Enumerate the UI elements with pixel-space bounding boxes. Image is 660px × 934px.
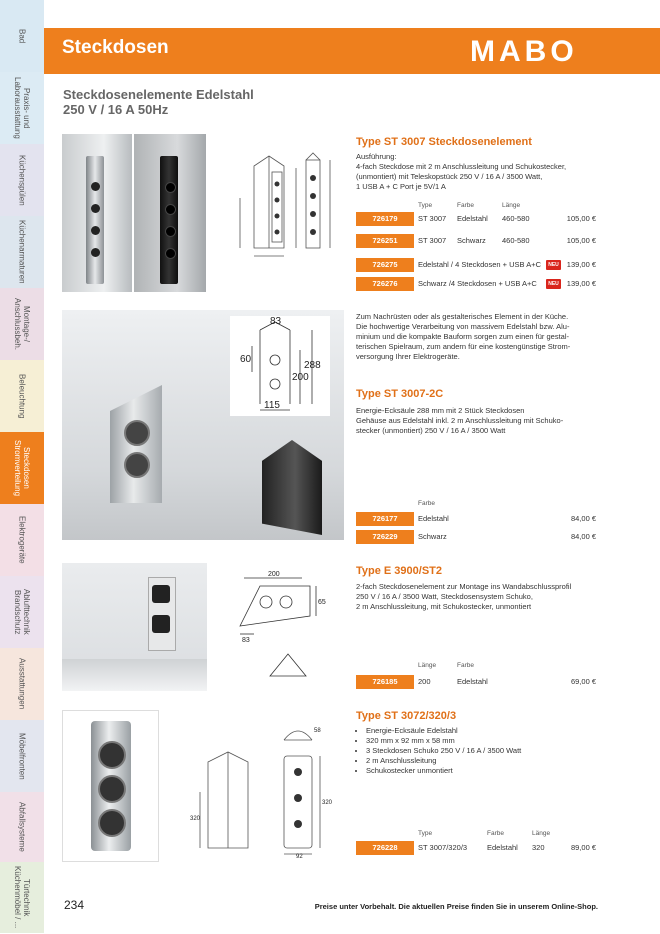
table-row: 726229 Schwarz 84,00 € (356, 530, 598, 544)
article-number[interactable]: 726185 (356, 675, 414, 689)
product-desc-e3900: 2-fach Steckdosenelement zur Montage ins Wandabschlussprofil 250 V / 16 A / 3500 Watt, Steckdosensystem Schuko, 2 m Anschlussleitung, mit Schukostecker, unmontiert (356, 582, 572, 611)
article-number[interactable]: 726229 (356, 530, 414, 544)
article-number[interactable]: 726251 (356, 234, 414, 248)
product-photo-st3007-steel (62, 134, 132, 292)
sidebar-tab-tuertechnik[interactable]: Türtechnik Küchenmöbel / ... (0, 862, 44, 934)
new-badge: NEU (546, 279, 561, 289)
price: 105,00 € (566, 236, 596, 245)
sidebar-tab-praxis[interactable]: Praxis- und Laborausstattung (0, 72, 44, 145)
article-number[interactable]: 726179 (356, 212, 414, 226)
svg-text:92: 92 (296, 854, 303, 858)
sidebar-tab-ablufttechnik[interactable]: Ablufttechnik Brandschutz (0, 576, 44, 649)
technical-drawing-st3007-2c (230, 316, 330, 416)
technical-drawing-e3900 (230, 566, 342, 686)
col-header-farbe: Farbe (418, 500, 435, 507)
price: 139,00 € (566, 260, 596, 269)
price-note: Preise unter Vorbehalt. Die aktuellen Preise finden Sie in unserem Online-Shop. (314, 902, 598, 911)
table-row: 726185 200 Edelstahl 69,00 € (356, 675, 598, 689)
product-photo-st3072 (62, 710, 159, 862)
new-badge: NEU (546, 260, 561, 270)
product-desc-st3007-2c: Energie-Ecksäule 288 mm mit 2 Stück Steckdosen Gehäuse aus Edelstahl inkl. 2 m Anschlussleitung mit Schuko- stecker (unmontiert) 250 V / 16 A / 3500 Watt (356, 406, 564, 435)
table-row: 726179 ST 3007 Edelstahl 460-580 105,00 € (356, 212, 598, 226)
svg-text:288: 288 (304, 360, 321, 371)
price: 69,00 € (570, 677, 596, 686)
col-header-farbe: Farbe (487, 830, 504, 837)
article-number[interactable]: 726275 (356, 258, 414, 272)
table-row: 726275 Edelstahl / 4 Steckdosen + USB A+C NEU 139,00 € (356, 258, 598, 272)
page-title: Steckdosen (62, 37, 169, 58)
sidebar-tab-abfallsysteme[interactable]: Abfallsysteme (0, 792, 44, 863)
svg-text:320: 320 (322, 800, 333, 806)
logo-text: MABO (470, 35, 578, 68)
sidebar-tab-elektrogeraete[interactable]: Elektrogeräte (0, 504, 44, 577)
col-header-type: Type (418, 830, 433, 837)
col-header-laenge: Länge (532, 830, 551, 837)
sidebar-tab-ausstattungen[interactable]: Ausstattungen (0, 648, 44, 721)
svg-text:200: 200 (268, 571, 280, 578)
table-row: 726228 ST 3007/320/3 Edelstahl 320 89,00 € (356, 841, 598, 855)
col-header-farbe: Farbe (457, 662, 474, 669)
sidebar-tab-moebelfronten[interactable]: Möbelfronten (0, 720, 44, 793)
sidebar-tab-kuechenarmaturen[interactable]: Küchenarmaturen (0, 216, 44, 289)
article-number[interactable]: 726276 (356, 277, 414, 291)
table-row: 726276 Schwarz /4 Steckdosen + USB A+C NEU 139,00 € (356, 277, 598, 291)
product-photo-e3900 (62, 563, 207, 691)
sidebar-tab-montage[interactable]: Montage-/ Anschlussbeh. (0, 288, 44, 361)
product-title-e3900: Type E 3900/ST2 (356, 565, 443, 577)
product-title-st3007: Type ST 3007 Steckdosenelement (356, 136, 532, 148)
sidebar-tab-bad[interactable]: Bad (0, 0, 44, 73)
category-sidebar (0, 0, 44, 933)
technical-drawing-st3007 (214, 148, 346, 268)
svg-text:83: 83 (242, 637, 250, 644)
sidebar-tab-kuechenspuelen[interactable]: Küchenspülen (0, 144, 44, 217)
sidebar-tab-steckdosen[interactable]: Steckdosen Stromverteilung (0, 432, 44, 505)
article-number[interactable]: 726228 (356, 841, 414, 855)
price: 139,00 € (566, 279, 596, 288)
mabo-logo (470, 34, 600, 68)
svg-text:83: 83 (270, 316, 282, 327)
price: 84,00 € (570, 532, 596, 541)
product-title-st3072: Type ST 3072/320/3 (356, 710, 457, 722)
svg-text:115: 115 (264, 400, 280, 411)
col-header-farbe: Farbe (457, 202, 474, 209)
price: 84,00 € (570, 514, 596, 523)
col-header-type: Type (418, 202, 433, 209)
svg-text:320: 320 (190, 816, 201, 822)
svg-text:60: 60 (240, 354, 252, 365)
section-heading: Steckdosenelemente Edelstahl 250 V / 16 A 50Hz (63, 87, 254, 117)
product-features-st3072: • Energie-Ecksäule Edelstahl • 320 mm x 92 mm x 58 mm • 3 Steckdosen Schuko 250 V / 16 A / 3500 Watt • 2 m Anschlussleitung • Schukostecker unmontiert (356, 726, 521, 776)
svg-text:58: 58 (314, 728, 321, 734)
price: 105,00 € (566, 214, 596, 223)
product-desc-st3007: Ausführung: 4-fach Steckdose mit 2 m Anschlussleitung und Schukostecker, (unmontiert) mit Teleskopstück 250 V / 16 A / 3500 Watt, 1 USB A + C Port je 5V/1 A (356, 152, 567, 191)
svg-text:200: 200 (292, 372, 309, 383)
product-intro-st3007-2c: Zum Nachrüsten oder als gestalterisches Element in der Küche. Die hochwertige Verarbeitung von massivem Edelstahl bzw. Alu- minium und die kompakte Bauform sorgen zum einen für gestal- terischen Spielraum, zum andern für eine kostengünstige Strom- versorgung Ihrer Elektrogeräte. (356, 312, 571, 361)
col-header-laenge: Länge (502, 202, 521, 209)
price: 89,00 € (570, 843, 596, 852)
technical-drawing-st3072 (188, 712, 336, 858)
article-number[interactable]: 726177 (356, 512, 414, 526)
table-row: 726251 ST 3007 Schwarz 460-580 105,00 € (356, 234, 598, 248)
product-title-st3007-2c: Type ST 3007-2C (356, 388, 444, 400)
page-number: 234 (64, 898, 85, 912)
sidebar-tab-beleuchtung[interactable]: Beleuchtung (0, 360, 44, 433)
table-row: 726177 Edelstahl 84,00 € (356, 512, 598, 526)
page-header (44, 28, 660, 74)
svg-text:65: 65 (318, 599, 326, 606)
product-photo-st3007-black (134, 134, 206, 292)
col-header-laenge: Länge (418, 662, 437, 669)
